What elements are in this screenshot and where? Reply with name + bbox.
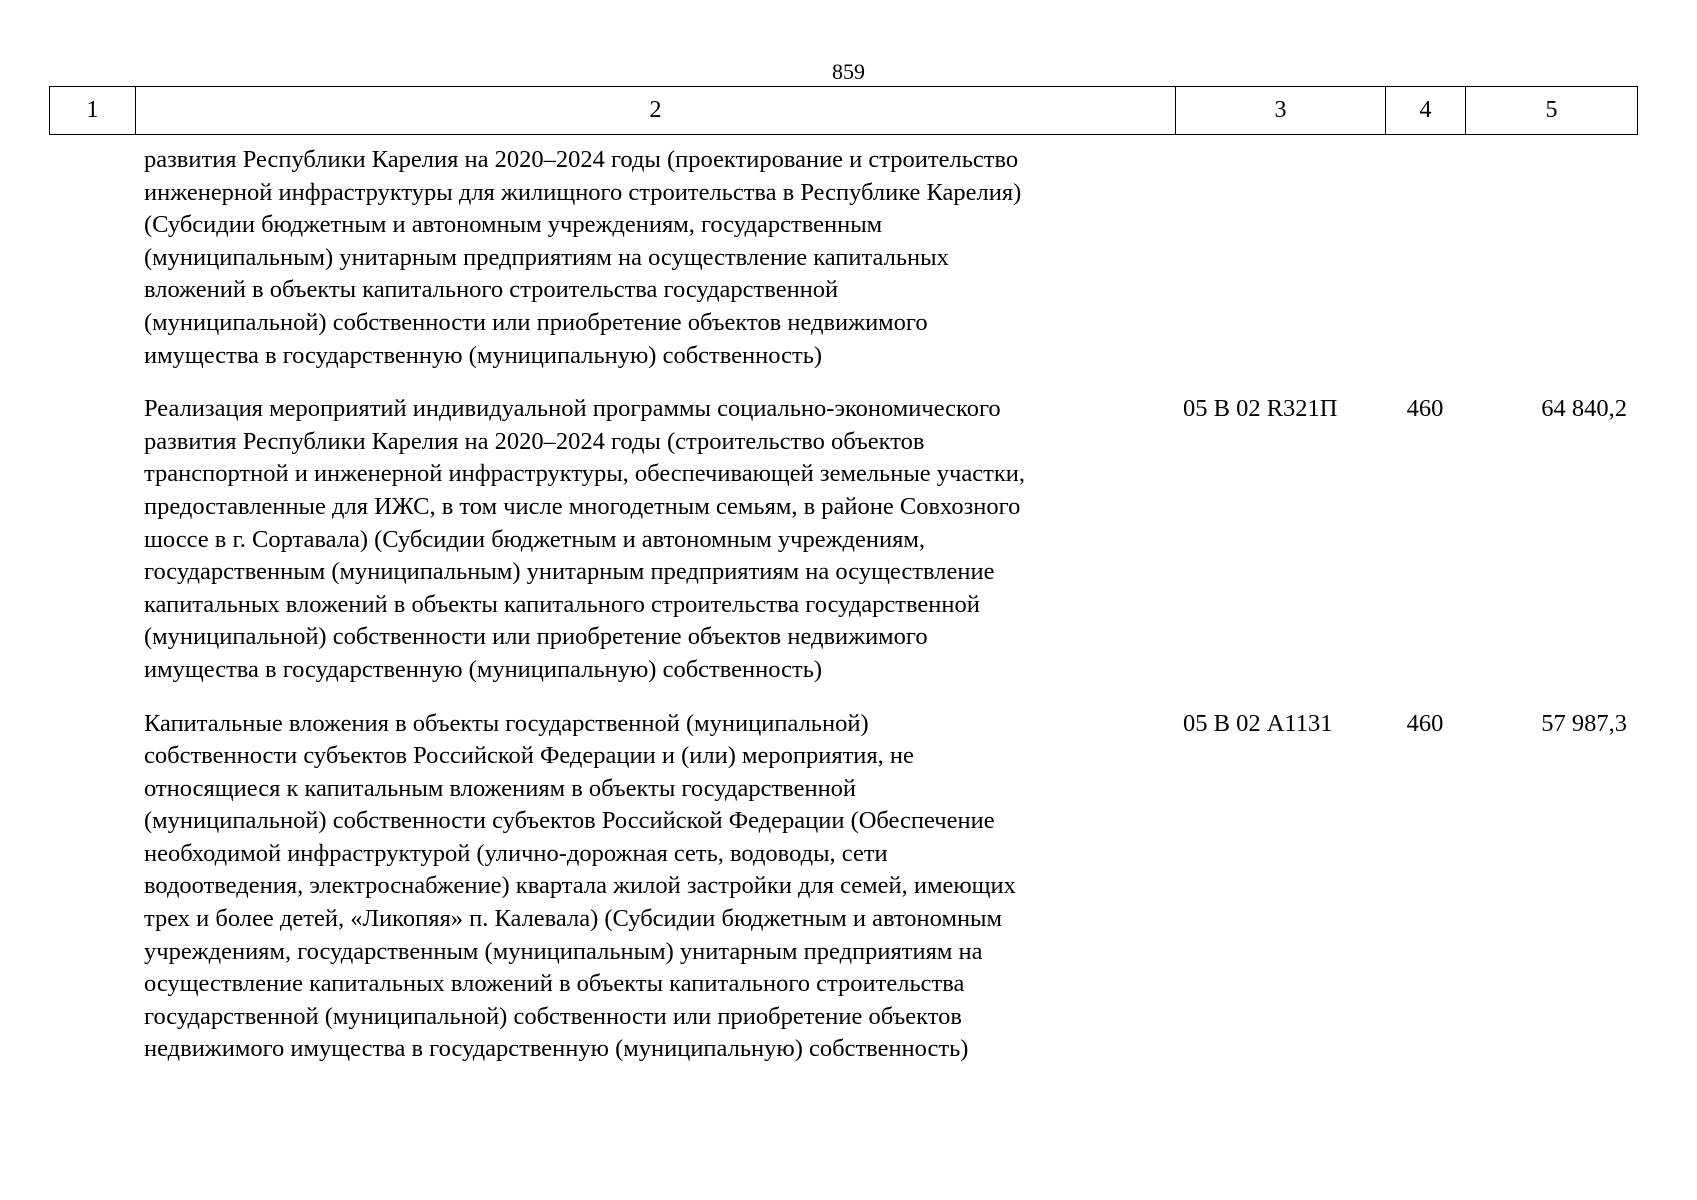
row-description (49, 144, 1175, 393)
row-target-code (1175, 144, 1385, 393)
column-header-1: 1 (50, 87, 136, 135)
row-target-code: 05 В 02 А1131 (1183, 709, 1333, 737)
description-text: Капитальные вложения в объекты государственной (муниципальной) собственности субъектов Российской Федерации и (или) мероприятия, не относящиеся к капитальным вложениям в объекты государственной (муниципальной) собственности субъектов Российской Федерации (Обеспечение необходимой инфраструктурой (улично-дорожная сеть, водоводы, сети водоотведения, электроснабжение) квартала жилой застройки для семей, имеющих трех и более детей, «Ликопяя» п. Калевала) (Субсидии бюджетным и автономным учреждениям, государственным (муниципальным) унитарным предприятиям на осуществление капитальных вложений в объекты капитального строительства государственной (муниципальной) собственности или приобретение объектов недвижимого имущества в государственную (муниципальную) собственность) (144, 709, 1016, 1063)
row-expense-type: 460 (1406, 709, 1444, 737)
description-text: Реализация мероприятий индивидуальной программы социально-экономического развития Республики Карелия на 2020–2024 годы (строительство объектов транспортной и инженерной инфраструктуры, обеспечивающей земельные участки, предоставленные для ИЖС, в том числе многодетным семьям, в районе Совхозного шоссе в г. Сортавала) (Субсидии бюджетным и автономным учреждениям, государственным (муниципальным) унитарным предприятиям на осуществление капитальных вложений в объекты капитального строительства государственной (муниципальной) собственности или приобретение объектов недвижимого имущества в государственную (муниципальную) собственность) (144, 395, 1025, 683)
column-header-row (50, 87, 1638, 135)
row-target-code: 05 В 02 R321П (1183, 395, 1338, 423)
row-amount: 57 987,3 (1541, 709, 1627, 737)
column-header-table (49, 86, 1638, 135)
row-amount: 64 840,2 (1541, 395, 1627, 423)
column-header-5: 5 (1466, 87, 1638, 135)
row-expense-type (1385, 144, 1465, 393)
row-expense-type: 460 (1406, 395, 1444, 423)
row-amount (1465, 144, 1637, 393)
column-header-3: 3 (1176, 87, 1386, 135)
column-header-4: 4 (1386, 87, 1466, 135)
table-row (49, 708, 1637, 1088)
table-row (49, 144, 1637, 393)
description-text: развития Республики Карелия на 2020–2024 годы (проектирование и строительство инженерной инфраструктуры для жилищного строительства в Республике Карелия) (Субсидии бюджетным и автономным учреждениям, государственным (муниципальным) унитарным предприятиям на осуществление капитальных вложений в объекты капитального строительства государственной (муниципальной) собственности или приобретение объектов недвижимого имущества в государственную (муниципальную) собственность) (144, 146, 1022, 369)
page-number: 859 (832, 59, 865, 84)
row-description (49, 393, 1175, 707)
column-header-2: 2 (136, 87, 1176, 135)
budget-table-body (49, 144, 1637, 1087)
row-description (49, 708, 1175, 1088)
table-row (49, 393, 1637, 707)
